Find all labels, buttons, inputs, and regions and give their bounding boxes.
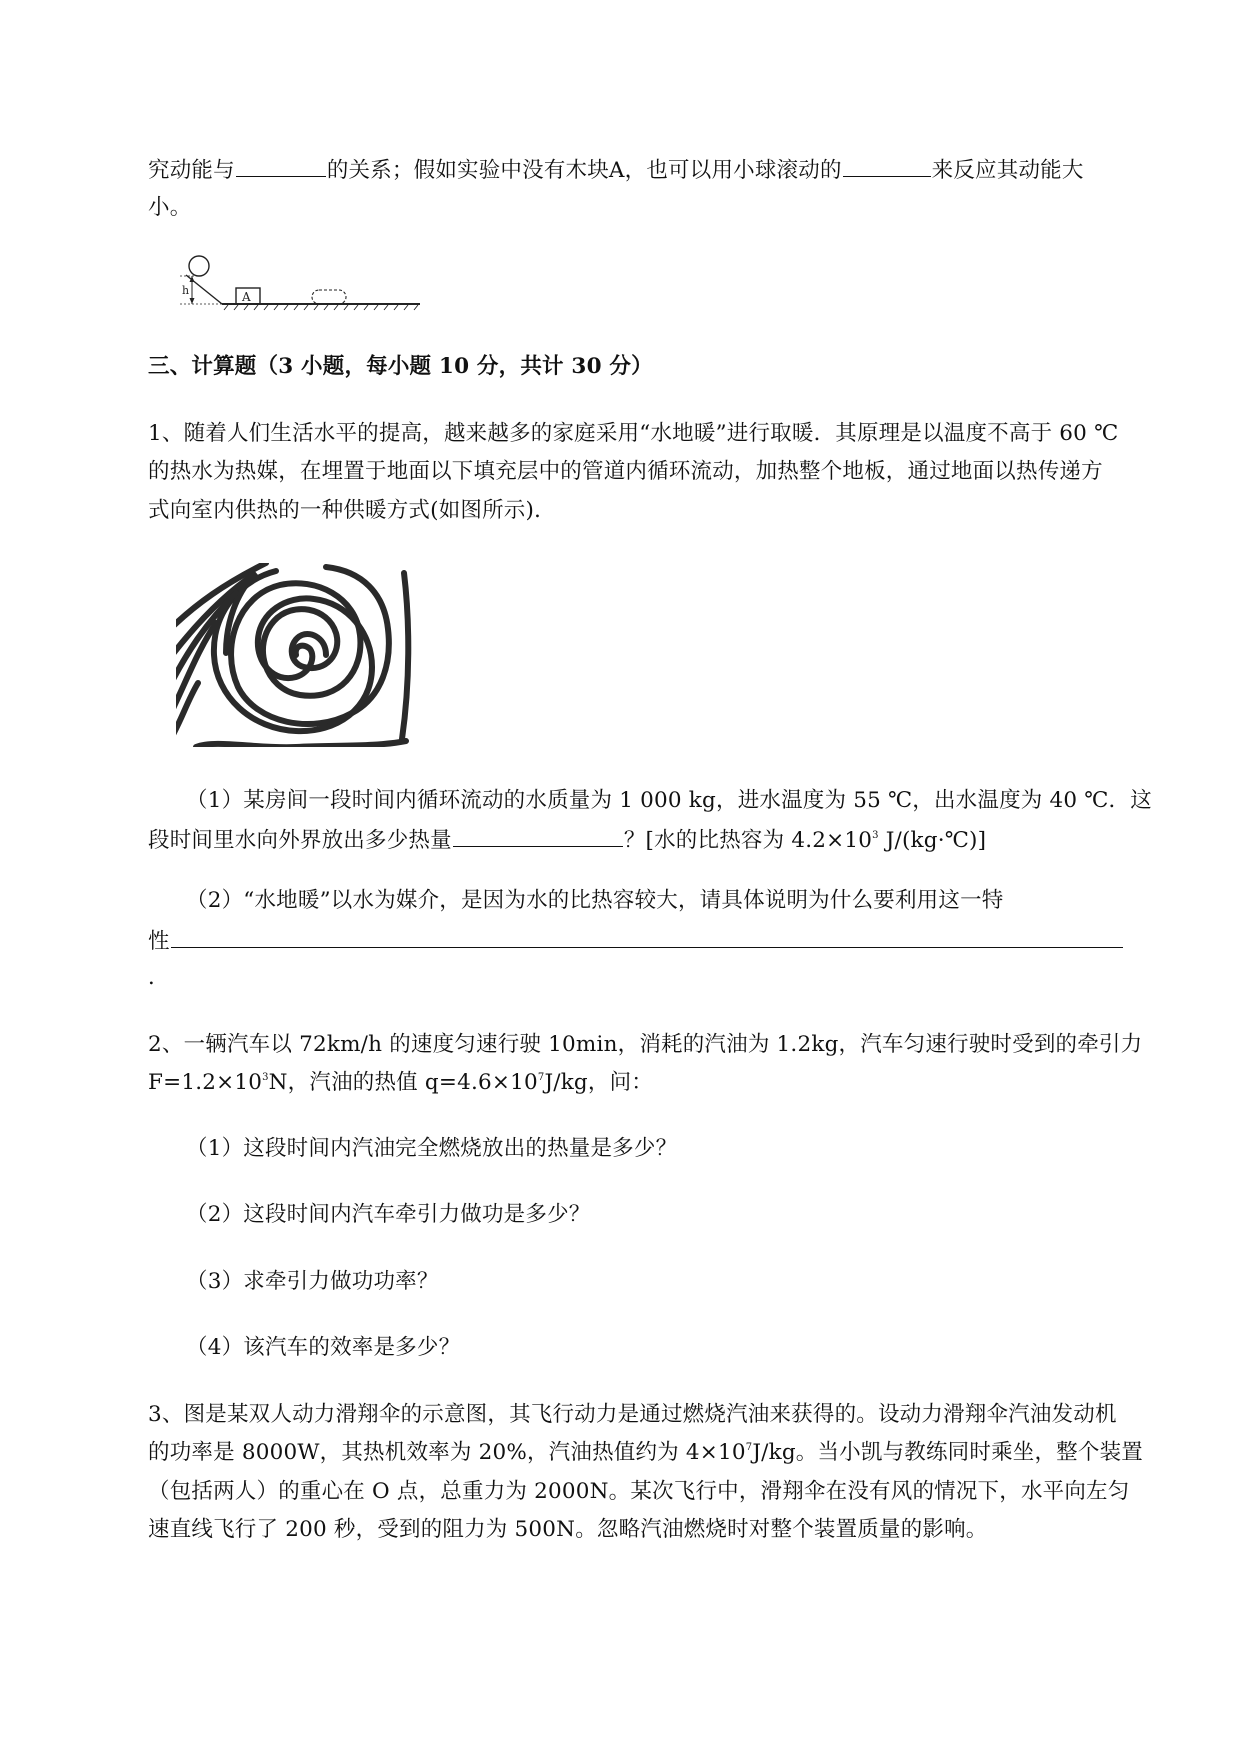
text: N，汽油的热值 q=4.6×10 [268, 1070, 538, 1095]
q1-stem-line-1: 1、随着人们生活水平的提高，越来越多的家庭采用“水地暖”进行取暖．其原理是以温度不高于 60 ℃ [148, 421, 1119, 446]
exponent: 7 [745, 1442, 753, 1453]
ground-hatching [224, 305, 418, 310]
text: J/(kg·℃)] [878, 828, 987, 853]
q1-sub2-line-2 [148, 925, 1124, 957]
q3-line-2 [148, 1438, 1143, 1468]
exponent: 7 [537, 1072, 545, 1083]
q2-sub1: （1）这段时间内汽油完全燃烧放出的热量是多少？ [186, 1136, 678, 1161]
q1-sub2-line-3: ． [148, 965, 170, 990]
block-label: A [242, 290, 251, 304]
q3-line-3: （包括两人）的重心在 O 点，总重力为 2000N。某次飞行中，滑翔伞在没有风的情况下，水平向左匀 [148, 1479, 1130, 1504]
text: 段时间里水向外界放出多少热量 [148, 828, 452, 853]
exponent: 3 [262, 1072, 269, 1083]
text: 的关系；假如实验中没有木块A，也可以用小球滚动的 [326, 158, 842, 183]
q1-sub2-line-1: （2）“水地暖”以水为媒介，是因为水的比热容较大，请具体说明为什么要利用这一特 [186, 888, 1004, 913]
section-title: 三、计算题（3 小题，每小题 10 分，共计 30 分） [148, 354, 653, 379]
q1-sub1-line-1: （1）某房间一段时间内循环流动的水质量为 1 000 kg，进水温度为 55 ℃，出水温度为 40 ℃．这 [186, 788, 1152, 813]
dashed-block-outline [312, 290, 346, 304]
q1-stem-line-2: 的热水为热媒，在埋置于地面以下填充层中的管道内循环流动，加热整个地板，通过地面以热传递方 [148, 459, 1103, 484]
prev-question-line-1 [148, 154, 1084, 186]
pipe-spiral [176, 563, 408, 747]
text: F=1.2×10 [148, 1070, 263, 1095]
exponent: 3 [872, 830, 879, 841]
text: J/kg，问： [544, 1070, 653, 1095]
q3-line-1: 3、图是某双人动力滑翔伞的示意图，其飞行动力是通过燃烧汽油来获得的。设动力滑翔伞汽油发动机 [148, 1402, 1117, 1427]
arrow-head [190, 298, 195, 304]
q2-sub2: （2）这段时间内汽车牵引力做功是多少？ [186, 1202, 591, 1227]
text: 来反应其动能大 [931, 158, 1084, 183]
answer-blank[interactable] [453, 824, 623, 847]
q2-stem-line-1: 2、一辆汽车以 72km/h 的速度匀速行驶 10min，消耗的汽油为 1.2kg，汽车匀速行驶时受到的牵引力 [148, 1032, 1143, 1057]
text: 的功率是 8000W，其热机效率为 20%，汽油热值约为 4×10 [148, 1440, 746, 1465]
floor-heating-pipe-figure [176, 563, 418, 747]
answer-blank[interactable] [171, 925, 1123, 948]
ball-icon [189, 256, 209, 276]
answer-blank[interactable] [843, 154, 931, 177]
q2-sub3: （3）求牵引力做功功率？ [186, 1269, 439, 1294]
q3-line-4: 速直线飞行了 200 秒，受到的阻力为 500N。忽略汽油燃烧时对整个装置质量的影响。 [148, 1517, 988, 1542]
ramp-ball-block-figure [180, 254, 425, 312]
text: 性 [148, 929, 170, 954]
q2-sub4: （4）该汽车的效率是多少？ [186, 1335, 461, 1360]
text: ？[水的比热容为 4.2×10 [623, 828, 873, 853]
q1-sub1-line-2 [148, 824, 986, 856]
text: J/kg。当小凯与教练同时乘坐，整个装置 [752, 1440, 1143, 1465]
text: 究动能与 [148, 158, 235, 183]
answer-blank[interactable] [236, 154, 326, 177]
height-label: h [182, 284, 190, 297]
q1-stem-line-3: 式向室内供热的一种供暖方式(如图所示)． [148, 498, 556, 523]
q2-stem-line-2 [148, 1068, 653, 1098]
prev-question-line-2: 小。 [148, 195, 192, 220]
